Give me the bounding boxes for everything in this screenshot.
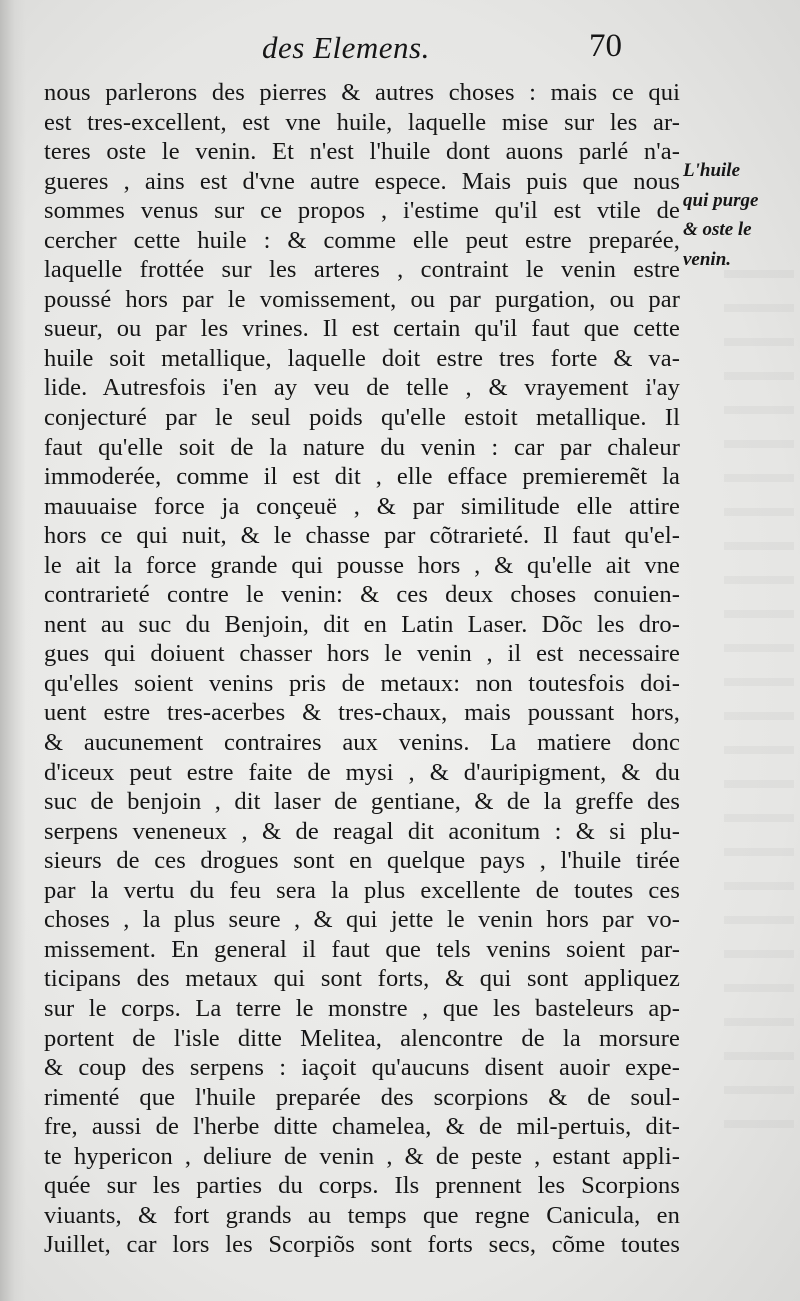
text-line: gues qui doiuent chasser hors le venin , il est necessaire <box>44 640 680 668</box>
text-line: missement. En general il faut que tels venins soient par- <box>44 935 680 963</box>
text-line: Juillet, car lors les Scorpiõs sont forts secs, cõme toutes <box>44 1231 680 1259</box>
text-line: te hypericon , deliure de venin , & de peste , estant appli- <box>44 1142 680 1170</box>
text-line: hors ce qui nuit, & le chasse par cõtrarieté. Il faut qu'el- <box>44 522 680 550</box>
text-line: immoderée, comme il est dit , elle efface premieremẽt la <box>44 463 680 491</box>
text-line: sieurs de ces drogues sont en quelque pays , l'huile tirée <box>44 847 680 875</box>
text-line: poussé hors par le vomissement, ou par purgation, ou par <box>44 285 680 313</box>
gutter-shadow <box>0 0 26 1301</box>
text-line: qu'elles soient venins pris de metaux: non toutesfois doi- <box>44 669 680 697</box>
text-line: conjecturé par le seul poids qu'elle estoit metallique. Il <box>44 404 680 432</box>
text-line: gueres , ains est d'vne autre espece. Mais puis que nous <box>44 167 680 195</box>
text-line: contrarieté contre le venin: & ces deux choses conuien- <box>44 581 680 609</box>
marginal-note-line: & oste le <box>683 219 752 240</box>
text-line: viuants, & fort grands au temps que regne Canicula, en <box>44 1201 680 1229</box>
text-line: suc de benjoin , dit laser de gentiane, & de la greffe des <box>44 788 680 816</box>
text-line: rimenté que l'huile preparée des scorpions & de soul- <box>44 1083 680 1111</box>
running-head-title: des Elemens. <box>262 30 430 65</box>
text-line: uent estre tres-acerbes & tres-chaux, mais poussant hors, <box>44 699 680 727</box>
text-line: fre, aussi de l'herbe ditte chamelea, & de mil-pertuis, dit- <box>44 1113 680 1141</box>
text-line: d'iceux peut estre faite de mysi , & d'auripigment, & du <box>44 758 680 786</box>
body-text <box>44 78 680 1260</box>
text-line: nous parlerons des pierres & autres choses : mais ce qui <box>44 79 680 106</box>
text-line: & aucunement contraires aux venins. La matiere donc <box>44 729 680 757</box>
text-line: nent au suc du Benjoin, dit en Latin Laser. Dõc les dro- <box>44 610 680 638</box>
text-line: mauuaise force ja conçeuë , & par similitude elle attire <box>44 492 680 520</box>
text-line: laquelle frottée sur les arteres , contraint le venin estre <box>44 256 680 284</box>
text-line: & coup des serpens : iaçoit qu'aucuns disent auoir expe- <box>44 1054 680 1082</box>
marginal-note-line: qui purge <box>683 189 759 211</box>
text-line: quée sur les parties du corps. Ils prennent les Scorpions <box>44 1172 680 1200</box>
text-line: faut qu'elle soit de la nature du venin : car par chaleur <box>44 433 680 461</box>
show-through-bleed <box>724 270 794 1150</box>
marginal-note <box>683 156 795 274</box>
text-line: teres oste le venin. Et n'est l'huile dont auons parlé n'a- <box>44 138 680 166</box>
text-line: serpens veneneux , & de reagal dit aconitum : & si plu- <box>44 817 680 845</box>
text-line: portent de l'isle ditte Melitea, alencontre de la morsure <box>44 1024 680 1052</box>
text-line: est tres-excellent, est vne huile, laquelle mise sur les ar- <box>44 108 680 136</box>
text-line: par la vertu du feu sera la plus excellente de toutes ces <box>44 876 680 904</box>
text-line: choses , la plus seure , & qui jette le venin hors par vo- <box>44 906 680 934</box>
text-line: le ait la force grande qui pousse hors , & qu'elle ait vne <box>44 551 680 579</box>
text-line: huile soit metallique, laquelle doit estre tres forte & va- <box>44 344 680 372</box>
text-line: cercher cette huile : & comme elle peut estre preparée, <box>44 226 680 254</box>
running-head <box>0 26 800 76</box>
page-number: 70 <box>589 28 622 64</box>
text-line: lide. Autresfois i'en ay veu de telle , & vrayement i'ay <box>44 374 680 402</box>
text-line: sur le corps. La terre le monstre , que les basteleurs ap- <box>44 994 680 1022</box>
text-line: sueur, ou par les vrines. Il est certain qu'il faut que cette <box>44 315 680 343</box>
text-line: ticipans des metaux qui sont forts, & qui sont appliquez <box>44 965 680 993</box>
text-line: sommes venus sur ce propos , i'estime qu'il est vtile de <box>44 197 680 225</box>
marginal-note-line: venin. <box>683 248 732 270</box>
marginal-note-line: L'huile <box>683 160 741 181</box>
